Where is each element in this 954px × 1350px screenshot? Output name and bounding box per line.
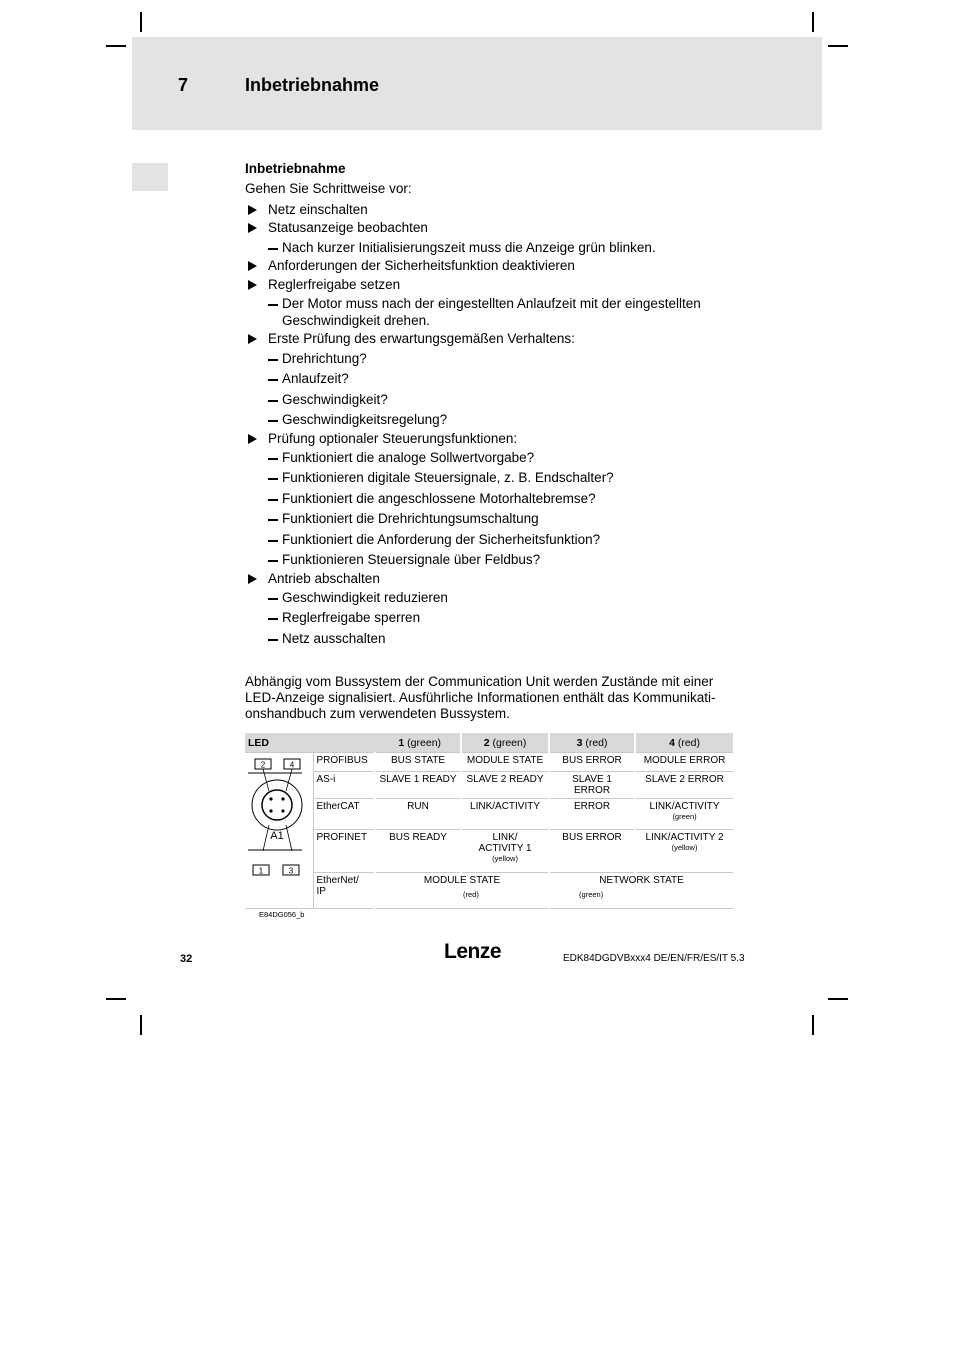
bullet-arrow-icon [248, 434, 257, 444]
cell-led1: BUS READY [375, 830, 461, 873]
crop-mark [106, 45, 126, 47]
crop-mark [140, 12, 142, 32]
header-led [245, 733, 461, 753]
dash-icon [268, 499, 278, 501]
substep-item: Der Motor muss nach der eingestellten Anlaufzeit mit der eingestellten [282, 296, 701, 311]
dash-icon [268, 560, 278, 562]
header-led1: 1 (green) [398, 736, 442, 749]
dash-icon [268, 400, 278, 402]
chapter-title: Inbetriebnahme [245, 75, 380, 95]
table-row [245, 772, 733, 799]
dash-icon [268, 478, 278, 480]
led2-label: 2 [260, 760, 266, 770]
bullet-arrow-icon [248, 334, 257, 344]
bullet-arrow-icon [248, 205, 257, 215]
header-led-label: LED [248, 736, 269, 749]
dash-icon [268, 598, 278, 600]
table-row [245, 753, 733, 772]
page-number: 32 [180, 953, 193, 965]
cell-led3: BUS ERROR [549, 753, 635, 772]
bullet-arrow-icon [248, 574, 257, 584]
substep-item: Nach kurzer Initialisierungszeit muss die Anzeige grün blinken. [282, 240, 656, 255]
dash-icon [268, 359, 278, 361]
step-item: Anforderungen der Sicherheitsfunktion deaktivieren [268, 258, 575, 273]
crop-mark [140, 1015, 142, 1035]
cell-led3: ERROR [549, 799, 635, 830]
cell-led4: LINK/ACTIVITY (green) [635, 799, 733, 830]
substep-item: Geschwindigkeit reduzieren [282, 590, 448, 605]
dash-icon [268, 379, 278, 381]
cell-led2: MODULE STATE [461, 753, 549, 772]
chapter-header-bar [132, 37, 822, 130]
paragraph-line: onshandbuch zum verwendeten Bussystem. [245, 706, 510, 721]
substep-item: Funktioniert die Drehrichtungsumschaltung [282, 511, 539, 526]
paragraph-line: LED-Anzeige signalisiert. Ausführliche Informationen enthält das Kommunikati- [245, 690, 716, 705]
dash-icon [268, 248, 278, 250]
crop-mark [828, 998, 848, 1000]
table-row [245, 830, 733, 873]
document-id: EDK84DGDVBxxx4 DE/EN/FR/ES/IT 5.3 [563, 953, 745, 964]
dash-icon [268, 618, 278, 620]
cell-led2: LINK/ACTIVITY [461, 799, 549, 830]
cell-led1: RUN [375, 799, 461, 830]
lenze-logo: Lenze [444, 940, 502, 963]
crop-mark [812, 12, 814, 32]
bullet-arrow-icon [248, 280, 257, 290]
dash-icon [268, 519, 278, 521]
connector-inner [262, 790, 292, 820]
cell-led3: SLAVE 1 ERROR [549, 772, 635, 799]
side-marker [132, 163, 168, 191]
table-header-row [245, 733, 733, 753]
substep-item: Geschwindigkeitsregelung? [282, 412, 448, 427]
cell-led3: BUS ERROR [549, 830, 635, 873]
connector-outer [252, 780, 302, 830]
cell-led1: BUS STATE [375, 753, 461, 772]
cell-led12: MODULE STATE (red) [375, 873, 549, 909]
substep-item: Netz ausschalten [282, 631, 386, 646]
substep-item: Geschwindigkeit? [282, 392, 388, 407]
bus-name: PROFIBUS [313, 753, 375, 772]
header-led3: 3 (red) [549, 733, 635, 753]
crop-mark [812, 1015, 814, 1035]
diagram-caption: E84DG056_b [259, 910, 305, 919]
step-item: Reglerfreigabe setzen [268, 277, 401, 292]
led1-label: 1 [258, 866, 264, 876]
step-item: Antrieb abschalten [268, 571, 380, 586]
paragraph-line: Abhängig vom Bussystem der Communication Unit werden Zustände mit einer [245, 674, 714, 689]
led-status-table [245, 733, 733, 919]
bullet-arrow-icon [248, 261, 257, 271]
cell-led4: MODULE ERROR [635, 753, 733, 772]
bus-name: EtherCAT [313, 799, 375, 830]
section-heading: Inbetriebnahme [245, 161, 346, 176]
substep-item: Funktioniert die analoge Sollwertvorgabe? [282, 450, 535, 465]
connector-label: A1 [270, 830, 284, 842]
crop-mark [106, 998, 126, 1000]
cell-led4: LINK/ACTIVITY 2 (yellow) [635, 830, 733, 873]
step-item: Statusanzeige beobachten [268, 220, 428, 235]
header-led4: 4 (red) [635, 733, 733, 753]
step-item: Prüfung optionaler Steuerungsfunktionen: [268, 431, 518, 446]
substep-item: Funktionieren digitale Steuersignale, z. B. Endschalter? [282, 470, 614, 485]
cell-led2: LINK/ ACTIVITY 1 (yellow) [461, 830, 549, 873]
substep-item: Geschwindigkeit drehen. [282, 313, 430, 328]
dash-icon [268, 540, 278, 542]
bus-name: AS-i [313, 772, 375, 799]
dash-icon [268, 420, 278, 422]
led3-label: 3 [288, 866, 294, 876]
header-led2: 2 (green) [461, 733, 549, 753]
step-item: Netz einschalten [268, 202, 368, 217]
bullet-arrow-icon [248, 223, 257, 233]
substep-item: Reglerfreigabe sperren [282, 610, 421, 625]
substep-item: Funktioniert die angeschlossene Motorhaltebremse? [282, 491, 596, 506]
table-row [245, 799, 733, 830]
crop-mark [828, 45, 848, 47]
chapter-number: 7 [178, 75, 189, 95]
led4-label: 4 [289, 760, 295, 770]
connector-diagram [245, 753, 311, 919]
cell-led4: SLAVE 2 ERROR [635, 772, 733, 799]
led-diagram [245, 753, 313, 919]
info-paragraph [245, 674, 735, 722]
bus-name: PROFINET [313, 830, 375, 873]
cell-led1: SLAVE 1 READY [375, 772, 461, 799]
substep-item: Anlaufzeit? [282, 371, 349, 386]
cell-led34: NETWORK STATE (green) [549, 873, 733, 909]
table-row [245, 873, 733, 909]
substep-item: Funktionieren Steuersignale über Feldbus? [282, 552, 541, 567]
section-intro: Gehen Sie Schrittweise vor: [245, 181, 412, 196]
step-item: Erste Prüfung des erwartungsgemäßen Verhaltens: [268, 331, 575, 346]
dash-icon [268, 304, 278, 306]
substep-item: Drehrichtung? [282, 351, 367, 366]
bus-name: EtherNet/ IP [313, 873, 375, 909]
dash-icon [268, 639, 278, 641]
cell-led2: SLAVE 2 READY [461, 772, 549, 799]
substep-item: Funktioniert die Anforderung der Sicherheitsfunktion? [282, 532, 601, 547]
dash-icon [268, 458, 278, 460]
